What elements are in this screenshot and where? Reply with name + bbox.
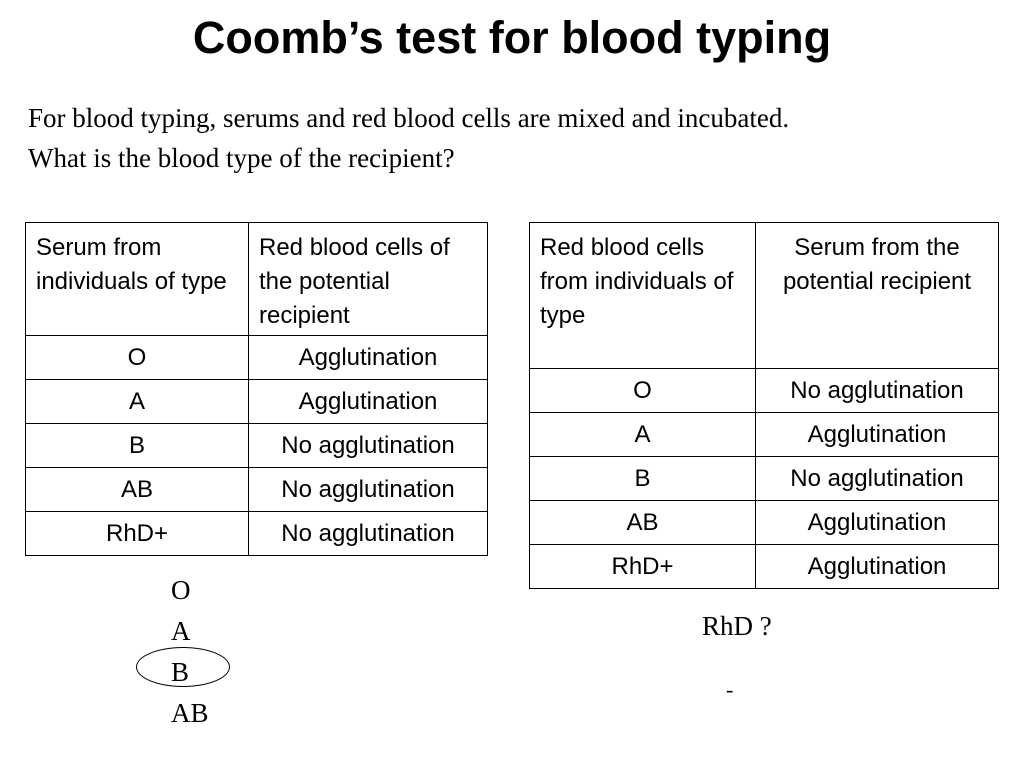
- table-row: [26, 512, 488, 556]
- blood-type-cell: AB: [26, 468, 249, 512]
- blood-type-cell: O: [26, 336, 249, 380]
- table-row: [26, 336, 488, 380]
- result-cell: No agglutination: [756, 369, 999, 413]
- result-cell: Agglutination: [249, 336, 488, 380]
- result-cell: No agglutination: [249, 512, 488, 556]
- table-row: [530, 457, 999, 501]
- table-row: [26, 468, 488, 512]
- header-cell: Red blood cells of the potential recipient: [249, 223, 488, 336]
- slide-title: Coomb’s test for blood typing: [192, 12, 832, 63]
- table-header-row: [530, 223, 999, 369]
- header-cell: Red blood cells from individuals of type: [530, 223, 756, 369]
- result-cell: Agglutination: [756, 413, 999, 457]
- table-header-row: [26, 223, 488, 336]
- result-cell: No agglutination: [756, 457, 999, 501]
- header-cell: Serum from individuals of type: [26, 223, 249, 336]
- intro-text: [28, 98, 789, 178]
- blood-type-cell: RhD+: [530, 545, 756, 589]
- result-cell: No agglutination: [249, 424, 488, 468]
- result-cell: Agglutination: [249, 380, 488, 424]
- table-row: [530, 413, 999, 457]
- intro-line-2: What is the blood type of the recipient?: [28, 143, 455, 173]
- rhd-question: RhD ?: [702, 611, 772, 641]
- rhd-answer: -: [726, 677, 734, 702]
- table-row: [26, 380, 488, 424]
- serum-test-table: [25, 222, 488, 556]
- table-row: [530, 545, 999, 589]
- blood-type-cell: B: [26, 424, 249, 468]
- result-cell: Agglutination: [756, 545, 999, 589]
- table-row: [26, 424, 488, 468]
- blood-type-cell: B: [530, 457, 756, 501]
- table-row: [530, 369, 999, 413]
- blood-type-cell: O: [530, 369, 756, 413]
- blood-type-cell: AB: [530, 501, 756, 545]
- answer-option: A: [171, 616, 191, 646]
- blood-type-cell: RhD+: [26, 512, 249, 556]
- answer-circle-highlight: [136, 647, 230, 687]
- intro-line-1: For blood typing, serums and red blood cells are mixed and incubated.: [28, 103, 790, 133]
- blood-type-cell: A: [530, 413, 756, 457]
- result-cell: No agglutination: [249, 468, 488, 512]
- red-cell-test-table: [529, 222, 999, 589]
- answer-option: AB: [171, 698, 209, 728]
- table-row: [530, 501, 999, 545]
- answer-option-selected: B: [171, 657, 190, 687]
- answer-option: O: [171, 575, 191, 605]
- blood-type-cell: A: [26, 380, 249, 424]
- header-cell: Serum from the potential recipient: [756, 223, 999, 369]
- result-cell: Agglutination: [756, 501, 999, 545]
